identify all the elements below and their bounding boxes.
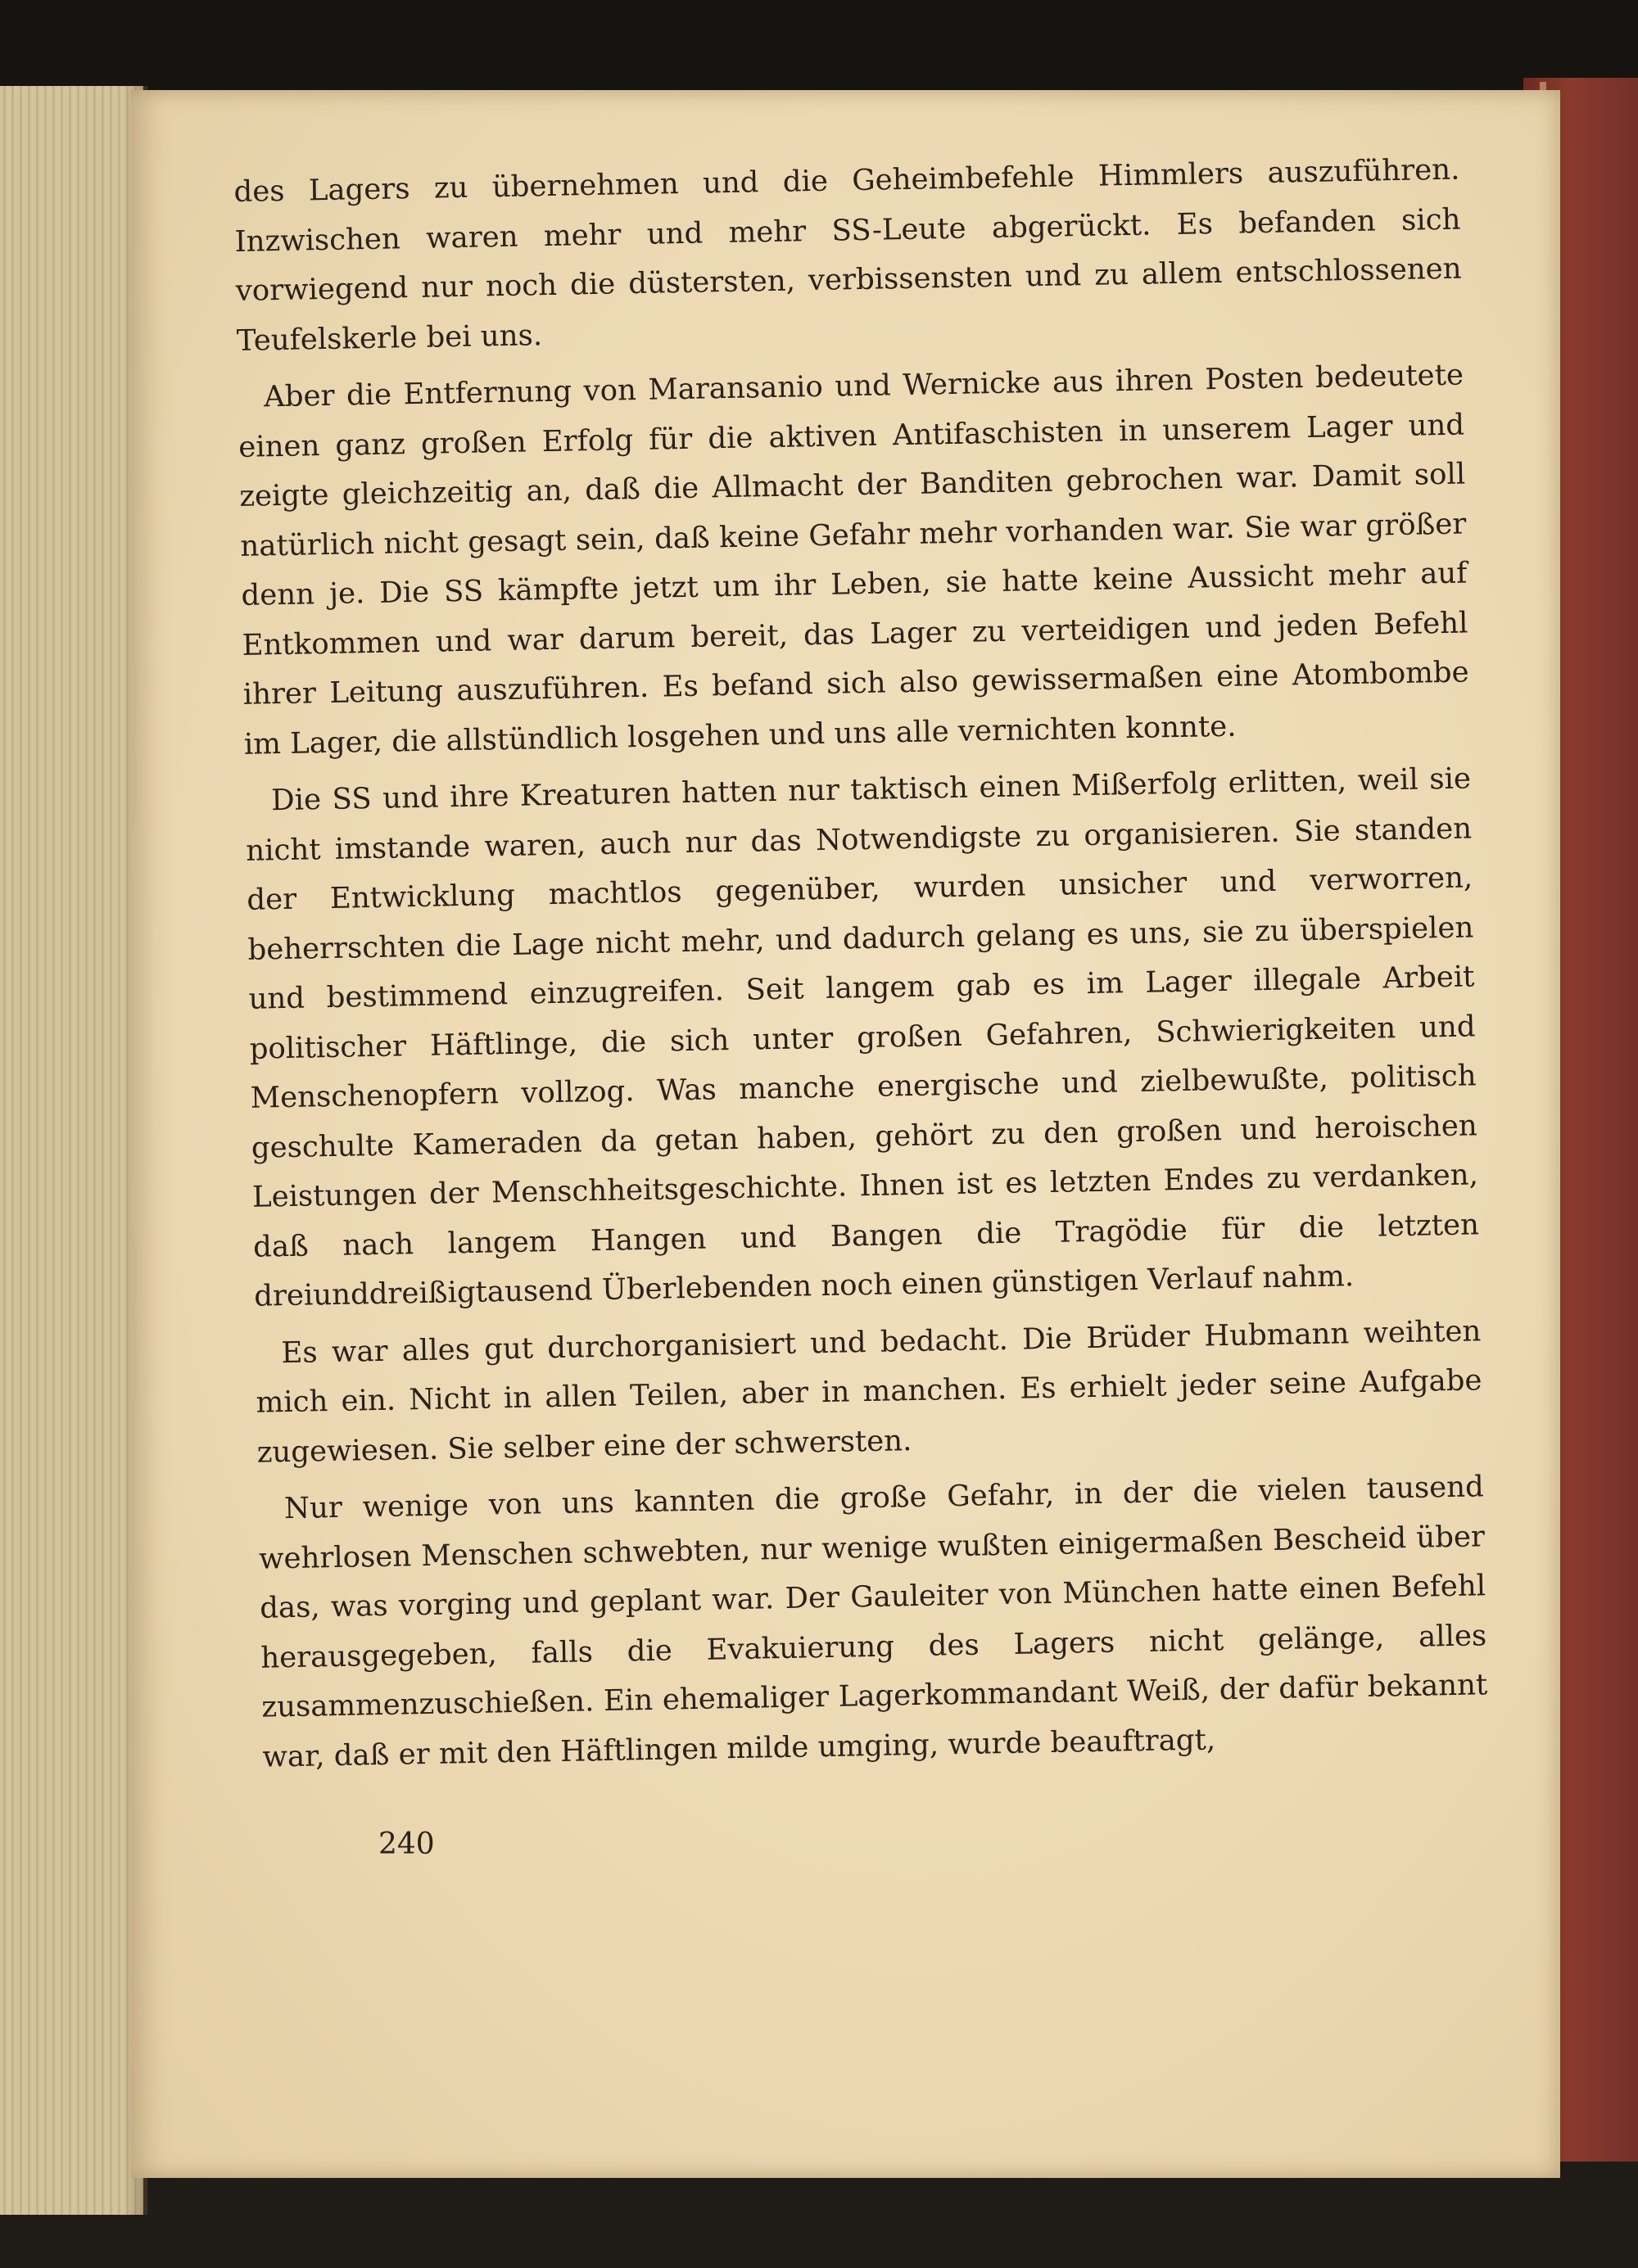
paragraph-4: Es war alles gut durchorganisiert und bedacht. Die Brüder Hubmann weihten mich ein. Nicht in allen Teilen, aber in manchen. Es erhielt jeder seine Aufgabe zugewiesen. Sie selber eine der schwersten.: [256, 1313, 1482, 1470]
page-stack: [0, 86, 143, 2215]
page-number: 240: [378, 1828, 435, 1861]
paragraph-3: Die SS und ihre Kreaturen hatten nur taktisch einen Mißerfolg erlitten, weil sie nicht imstande waren, auch nur das Notwendigste zu organisieren. Sie standen der Entwicklung machtlos gegenüber, wurden unsicher und verworren, beherrschten die Lage nicht mehr, und dadurch gelang es uns, sie zu überspielen und bestimmend einzugreifen. Seit langem gab es im Lager illegale Arbeit politischer Häftlinge, die sich unter großen Gefahren, Schwierigkeiten und Menschenopfern vollzog. Was manche energische und zielbewußte, politisch geschulte Kameraden da getan haben, gehört zu den großen und heroischen Leistungen der Menschheitsgeschichte. Ihnen ist es letzten Endes zu verdanken, daß nach langem Hangen und Bangen die Tragödie für die letzten dreiunddreißigtausend Überlebenden noch einen günstigen Verlauf nahm.: [245, 761, 1480, 1313]
paragraph-1: des Lagers zu übernehmen und die Geheimbefehle Himmlers auszuführen. Inzwischen waren mehr und mehr SS-Leute abgerückt. Es befanden sich vorwiegend nur noch die düstersten, verbissensten und zu allem entschlossenen Teufelskerle bei uns.: [233, 152, 1462, 358]
paragraph-5: Nur wenige von uns kannten die große Gefahr, in der die vielen tausend wehrlosen Menschen schwebten, nur wenige wußten einigermaßen Bescheid über das, was vorging und geplant war. Der Gauleiter von München hatte einen Befehl herausgegeben, falls die Evakuierung des Lagers nicht gelänge, alles zusammenzuschießen. Ein ehemaliger Lagerkommandant Weiß, der dafür bekannt war, daß er mit den Häftlingen milde umging, wurde beauftragt,: [258, 1470, 1488, 1774]
paragraph-2: Aber die Entfernung von Maransanio und Wernicke aus ihren Posten bedeutete einen ganz großen Erfolg für die aktiven Antifaschisten in unserem Lager und zeigte gleichzeitig an, daß die Allmacht der Banditen gebrochen war. Damit soll natürlich nicht gesagt sein, daß keine Gefahr mehr vorhanden war. Sie war größer denn je. Die SS kämpfte jetzt um ihr Leben, sie hatte keine Aussicht mehr auf Entkommen und war darum bereit, das Lager zu verteidigen und jeden Befehl ihrer Leitung auszuführen. Es befand sich also gewissermaßen eine Atombombe im Lager, die allstündlich losgehen und uns alle vernichten konnte.: [238, 358, 1469, 761]
page-text: [233, 146, 1489, 1790]
